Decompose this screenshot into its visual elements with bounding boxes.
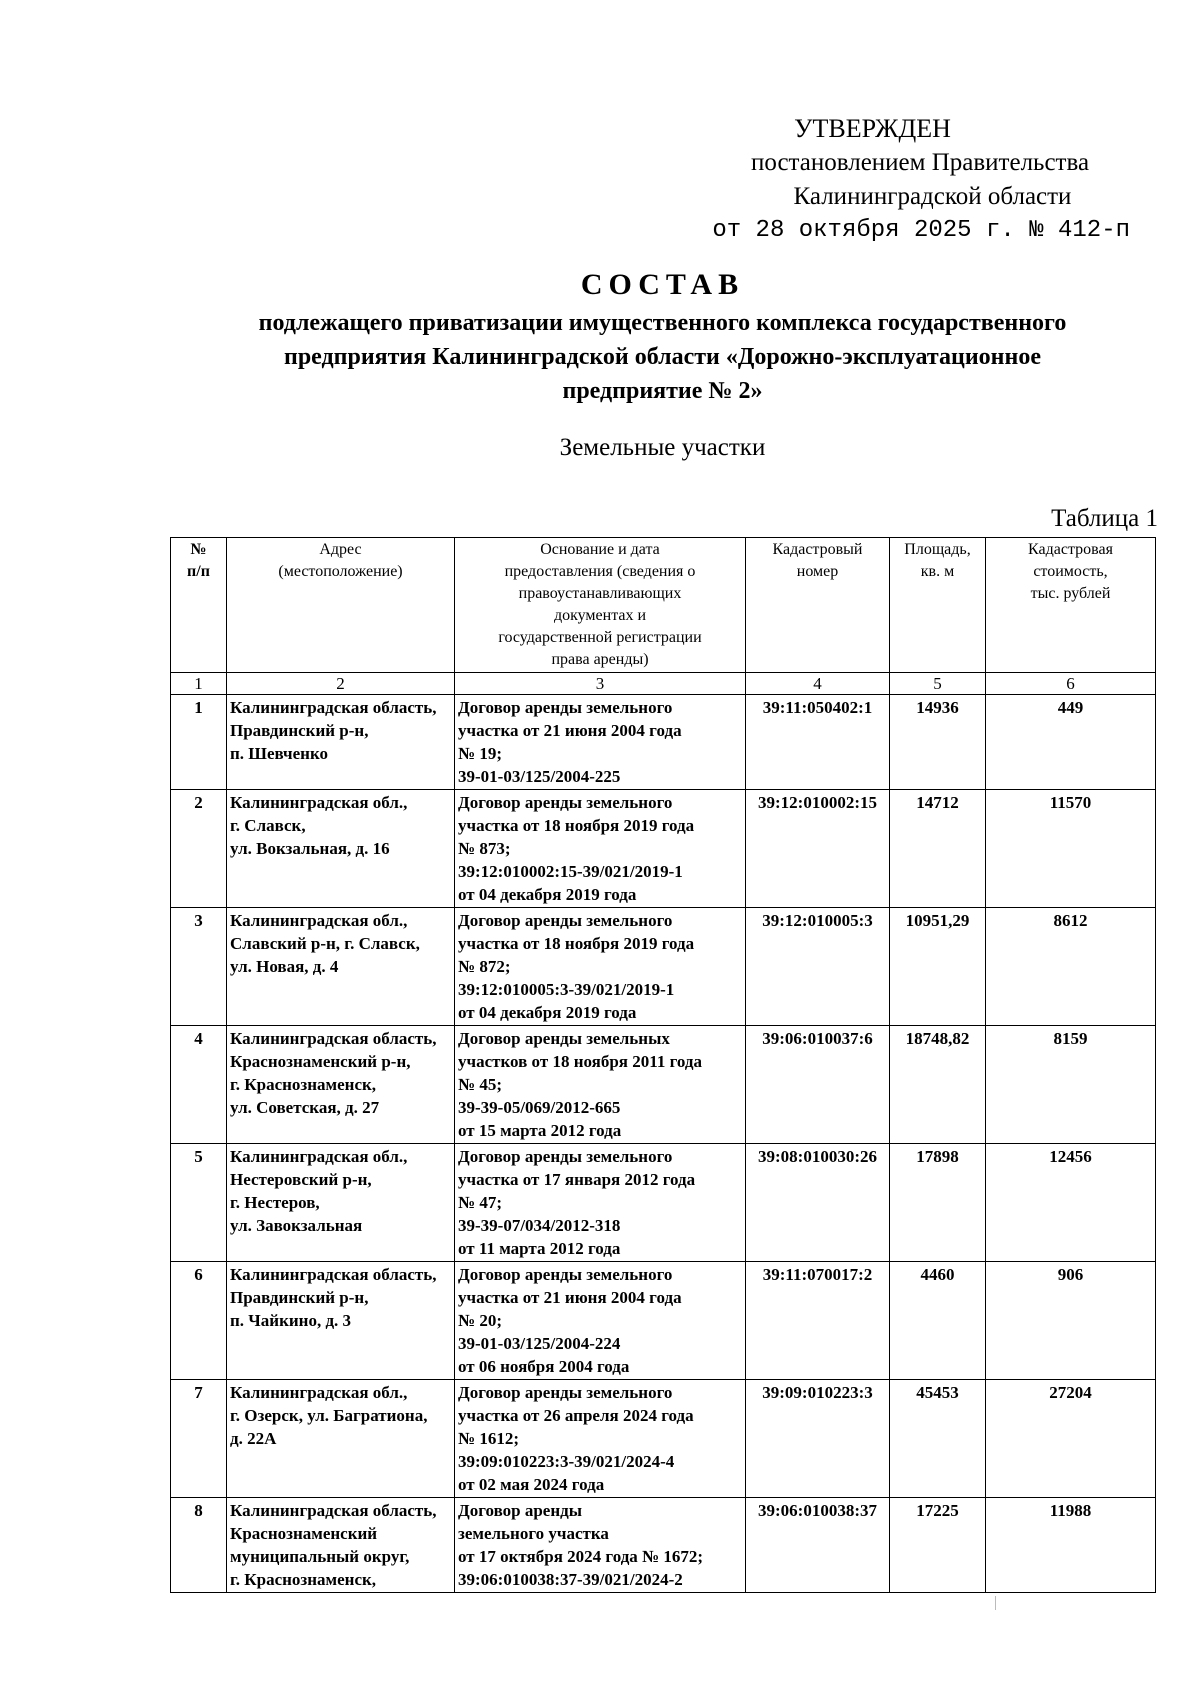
header-address: Адрес (местоположение) <box>227 538 455 673</box>
cell-basis: Договор аренды земельных участков от 18 ноября 2011 года № 45; 39-39-05/069/2012-665 от 15 марта 2012 года <box>455 1026 746 1144</box>
cell-area: 4460 <box>890 1262 986 1380</box>
cell-cadastral: 39:09:010223:3 <box>746 1380 890 1498</box>
cell-cost: 11570 <box>986 790 1156 908</box>
column-number: 4 <box>746 673 890 695</box>
cell-no: 7 <box>171 1380 227 1498</box>
approval-title: УТВЕРЖДЕН <box>794 114 951 143</box>
subtitle-line-1: подлежащего приватизации имущественного комплекса государственного <box>258 310 1067 336</box>
header-cost: Кадастровая стоимость, тыс. рублей <box>986 538 1156 673</box>
cell-no: 5 <box>171 1144 227 1262</box>
cell-address: Калининградская область, Краснознаменский муниципальный округ, г. Краснознаменск, <box>227 1498 455 1593</box>
approval-block <box>600 112 1145 248</box>
cell-basis: Договор аренды земельного участка от 26 апреля 2024 года № 1612; 39:09:010223:3-39/021/2024-4 от 02 мая 2024 года <box>455 1380 746 1498</box>
subtitle-line-2: предприятия Калининградской области «Дорожно-эксплуатационное <box>284 344 1041 370</box>
section-title: Земельные участки <box>559 434 766 461</box>
header-cadastral: Кадастровый номер <box>746 538 890 673</box>
cell-address: Калининградская область, Правдинский р-н, п. Шевченко <box>227 695 455 790</box>
cell-basis: Договор аренды земельного участка от 21 июня 2004 года № 20; 39-01-03/125/2004-224 от 06 ноября 2004 года <box>455 1262 746 1380</box>
column-number: 5 <box>890 673 986 695</box>
cell-area: 45453 <box>890 1380 986 1498</box>
cell-area: 18748,82 <box>890 1026 986 1144</box>
cell-cost: 8612 <box>986 908 1156 1026</box>
cell-cost: 906 <box>986 1262 1156 1380</box>
column-number-row <box>171 673 1156 695</box>
table-row <box>171 1026 1156 1144</box>
table-row <box>171 1262 1156 1380</box>
table-row <box>171 695 1156 790</box>
approval-date: от 28 октября 2025 г. № 412-п <box>712 217 1130 244</box>
cell-cadastral: 39:12:010002:15 <box>746 790 890 908</box>
cell-address: Калининградская обл., Нестеровский р-н, г. Нестеров, ул. Завокзальная <box>227 1144 455 1262</box>
table-row <box>171 908 1156 1026</box>
header-area: Площадь, кв. м <box>890 538 986 673</box>
table-label: Таблица 1 <box>1051 505 1158 532</box>
cell-area: 14712 <box>890 790 986 908</box>
cell-address: Калининградская обл., Славский р-н, г. Славск, ул. Новая, д. 4 <box>227 908 455 1026</box>
cell-basis: Договор аренды земельного участка от 17 октября 2024 года № 1672; 39:06:010038:37-39/021/2024-2 <box>455 1498 746 1593</box>
cell-address: Калининградская область, Правдинский р-н, п. Чайкино, д. 3 <box>227 1262 455 1380</box>
cell-area: 10951,29 <box>890 908 986 1026</box>
cell-cadastral: 39:08:010030:26 <box>746 1144 890 1262</box>
table-header-row <box>171 538 1156 673</box>
table-row <box>171 1144 1156 1262</box>
cell-no: 6 <box>171 1262 227 1380</box>
cell-no: 4 <box>171 1026 227 1144</box>
cell-cost: 11988 <box>986 1498 1156 1593</box>
table-row <box>171 790 1156 908</box>
cell-no: 2 <box>171 790 227 908</box>
cell-address: Калининградская обл., г. Славск, ул. Вокзальная, д. 16 <box>227 790 455 908</box>
cell-basis: Договор аренды земельного участка от 21 июня 2004 года № 19; 39-01-03/125/2004-225 <box>455 695 746 790</box>
cell-address: Калининградская область, Краснознаменский р-н, г. Краснознаменск, ул. Советская, д. 27 <box>227 1026 455 1144</box>
subtitle-line-3: предприятие № 2» <box>562 378 763 404</box>
scan-mark <box>995 1596 996 1610</box>
document-title: СОСТАВ <box>580 268 745 301</box>
land-plots-table <box>170 537 1156 1593</box>
column-number: 6 <box>986 673 1156 695</box>
cell-cadastral: 39:06:010037:6 <box>746 1026 890 1144</box>
cell-no: 1 <box>171 695 227 790</box>
approval-line-2: Калининградской области <box>793 183 1072 210</box>
approval-line-1: постановлением Правительства <box>750 149 1090 176</box>
cell-area: 14936 <box>890 695 986 790</box>
cell-cost: 27204 <box>986 1380 1156 1498</box>
cell-cost: 8159 <box>986 1026 1156 1144</box>
header-no: № п/п <box>171 538 227 673</box>
column-number: 2 <box>227 673 455 695</box>
cell-address: Калининградская обл., г. Озерск, ул. Багратиона, д. 22А <box>227 1380 455 1498</box>
cell-basis: Договор аренды земельного участка от 18 ноября 2019 года № 872; 39:12:010005:3-39/021/2019-1 от 04 декабря 2019 года <box>455 908 746 1026</box>
cell-basis: Договор аренды земельного участка от 17 января 2012 года № 47; 39-39-07/034/2012-318 от 11 марта 2012 года <box>455 1144 746 1262</box>
document-subtitle <box>170 306 1155 408</box>
cell-cadastral: 39:12:010005:3 <box>746 908 890 1026</box>
cell-no: 3 <box>171 908 227 1026</box>
column-number: 1 <box>171 673 227 695</box>
cell-cost: 449 <box>986 695 1156 790</box>
cell-cadastral: 39:11:050402:1 <box>746 695 890 790</box>
cell-cadastral: 39:11:070017:2 <box>746 1262 890 1380</box>
cell-basis: Договор аренды земельного участка от 18 ноября 2019 года № 873; 39:12:010002:15-39/021/2019-1 от 04 декабря 2019 года <box>455 790 746 908</box>
header-basis: Основание и дата предоставления (сведения о правоустанавливающих документах и государственной регистрации права аренды) <box>455 538 746 673</box>
column-number: 3 <box>455 673 746 695</box>
cell-area: 17898 <box>890 1144 986 1262</box>
cell-cost: 12456 <box>986 1144 1156 1262</box>
table-row <box>171 1380 1156 1498</box>
cell-cadastral: 39:06:010038:37 <box>746 1498 890 1593</box>
cell-no: 8 <box>171 1498 227 1593</box>
table-row <box>171 1498 1156 1593</box>
cell-area: 17225 <box>890 1498 986 1593</box>
